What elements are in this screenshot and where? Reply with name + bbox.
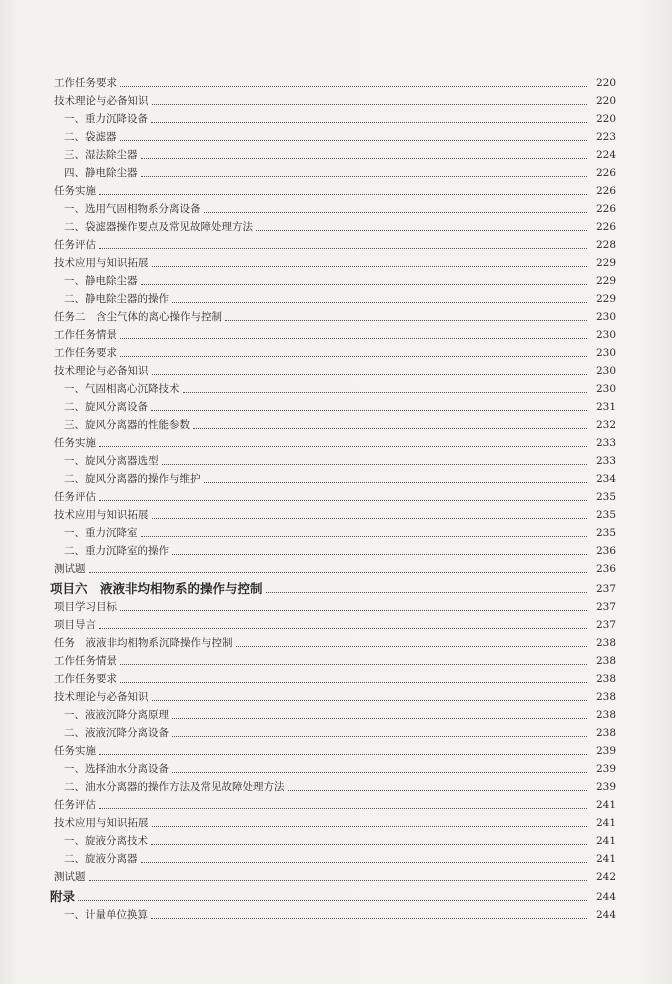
toc-entry-page-number: 230 bbox=[595, 365, 616, 377]
toc-entry-title: 二、袋滤器操作要点及常见故障处理方法 bbox=[64, 221, 253, 233]
dot-leader bbox=[99, 807, 587, 809]
toc-entry-page-number: 239 bbox=[595, 781, 616, 793]
toc-entry-page-number: 242 bbox=[595, 871, 616, 883]
dot-leader bbox=[120, 85, 587, 87]
dot-leader bbox=[152, 265, 588, 267]
dot-leader bbox=[99, 193, 587, 195]
toc-entry-page-number: 224 bbox=[595, 149, 616, 161]
dot-leader bbox=[172, 717, 587, 719]
toc-entry-page-number: 226 bbox=[595, 167, 616, 179]
dot-leader bbox=[99, 627, 587, 629]
toc-entry-page-number: 238 bbox=[595, 637, 616, 649]
dot-leader bbox=[162, 463, 588, 465]
dot-leader bbox=[99, 499, 587, 501]
toc-entry bbox=[50, 468, 616, 486]
toc-entry-title: 一、旋风分离器选型 bbox=[64, 455, 159, 467]
toc-entry bbox=[50, 144, 616, 162]
toc-entry-title: 技术理论与必备知识 bbox=[54, 95, 149, 107]
toc-entry-title: 四、静电除尘器 bbox=[64, 167, 138, 179]
toc-entry-page-number: 238 bbox=[595, 673, 616, 685]
toc-entry-page-number: 238 bbox=[595, 709, 616, 721]
toc-entry-page-number: 244 bbox=[595, 909, 616, 921]
toc-entry-title: 技术应用与知识拓展 bbox=[54, 257, 149, 269]
dot-leader bbox=[120, 663, 587, 665]
toc-entry-title: 工作任务情景 bbox=[54, 655, 117, 667]
toc-entry-page-number: 235 bbox=[595, 491, 616, 503]
toc-entry bbox=[50, 540, 616, 558]
dot-leader bbox=[78, 899, 587, 901]
toc-entry-title: 三、湿法除尘器 bbox=[64, 149, 138, 161]
toc-entry bbox=[50, 360, 616, 378]
toc-entry bbox=[50, 414, 616, 432]
dot-leader bbox=[152, 373, 588, 375]
toc-entry-page-number: 238 bbox=[595, 691, 616, 703]
toc-entry-title: 技术理论与必备知识 bbox=[54, 691, 149, 703]
dot-leader bbox=[99, 445, 587, 447]
toc-entry bbox=[50, 126, 616, 144]
toc-entry-page-number: 241 bbox=[595, 799, 616, 811]
dot-leader bbox=[120, 139, 588, 141]
toc-entry bbox=[50, 904, 616, 922]
toc-entry bbox=[50, 776, 616, 794]
toc-entry bbox=[50, 432, 616, 450]
toc-entry-title: 二、旋风分离器的操作与维护 bbox=[64, 473, 201, 485]
toc-entry-page-number: 226 bbox=[595, 203, 616, 215]
toc-entry bbox=[50, 504, 616, 522]
toc-entry bbox=[50, 162, 616, 180]
toc-entry-title: 一、计量单位换算 bbox=[64, 909, 148, 921]
toc-entry-title: 二、旋风分离设备 bbox=[64, 401, 148, 413]
toc-entry-title: 一、气固相离心沉降技术 bbox=[64, 383, 180, 395]
toc-entry-page-number: 233 bbox=[595, 455, 616, 467]
toc-entry-title: 项目六 液液非均相物系的操作与控制 bbox=[50, 581, 263, 596]
toc-entry-page-number: 235 bbox=[595, 509, 616, 521]
toc-entry-title: 一、液液沉降分离原理 bbox=[64, 709, 169, 721]
toc-entry-page-number: 239 bbox=[595, 745, 616, 757]
toc-entry bbox=[50, 722, 616, 740]
toc-entry bbox=[50, 252, 616, 270]
toc-entry-page-number: 229 bbox=[595, 275, 616, 287]
dot-leader bbox=[172, 735, 587, 737]
toc-entry bbox=[50, 486, 616, 504]
toc-entry bbox=[50, 830, 616, 848]
toc-entry bbox=[50, 740, 616, 758]
toc-entry-title: 一、选择油水分离设备 bbox=[64, 763, 169, 775]
dot-leader bbox=[141, 283, 588, 285]
dot-leader bbox=[172, 301, 587, 303]
toc-entry-title: 任务 液液非均相物系沉降操作与控制 bbox=[54, 637, 233, 649]
dot-leader bbox=[120, 355, 587, 357]
toc-entry bbox=[50, 686, 616, 704]
toc-entry-title: 技术理论与必备知识 bbox=[54, 365, 149, 377]
dot-leader bbox=[151, 843, 587, 845]
toc-entry-page-number: 230 bbox=[595, 383, 616, 395]
dot-leader bbox=[120, 681, 587, 683]
toc-entry-title: 二、静电除尘器的操作 bbox=[64, 293, 169, 305]
toc-entry bbox=[50, 342, 616, 360]
toc-section-heading bbox=[50, 884, 616, 904]
toc-entry-title: 任务评估 bbox=[54, 239, 96, 251]
dot-leader bbox=[152, 825, 588, 827]
toc-entry-title: 任务实施 bbox=[54, 437, 96, 449]
toc-entry-title: 技术应用与知识拓展 bbox=[54, 509, 149, 521]
dot-leader bbox=[120, 609, 587, 611]
dot-leader bbox=[89, 879, 588, 881]
toc-entry-title: 任务评估 bbox=[54, 491, 96, 503]
toc-entry-title: 任务二 含尘气体的离心操作与控制 bbox=[54, 311, 222, 323]
toc-entry-page-number: 220 bbox=[595, 95, 616, 107]
toc-entry-page-number: 237 bbox=[595, 583, 616, 595]
toc-entry-page-number: 236 bbox=[595, 563, 616, 575]
toc-entry-page-number: 220 bbox=[595, 77, 616, 89]
toc-entry-page-number: 239 bbox=[595, 763, 616, 775]
toc-entry bbox=[50, 216, 616, 234]
toc-entry-page-number: 232 bbox=[595, 419, 616, 431]
toc-entry-page-number: 228 bbox=[595, 239, 616, 251]
toc-entry-title: 附录 bbox=[50, 889, 76, 904]
toc-entry-title: 三、旋风分离器的性能参数 bbox=[64, 419, 190, 431]
toc-entry bbox=[50, 198, 616, 216]
toc-entry bbox=[50, 108, 616, 126]
dot-leader bbox=[151, 409, 587, 411]
toc-entry bbox=[50, 270, 616, 288]
toc-section-heading bbox=[50, 576, 616, 596]
toc-entry-title: 任务实施 bbox=[54, 185, 96, 197]
toc-entry-title: 一、重力沉降室 bbox=[64, 527, 138, 539]
toc-entry-page-number: 238 bbox=[595, 655, 616, 667]
dot-leader bbox=[99, 247, 587, 249]
toc-entry-page-number: 237 bbox=[595, 601, 616, 613]
toc-entry-title: 二、袋滤器 bbox=[64, 131, 117, 143]
toc-entry-page-number: 229 bbox=[595, 257, 616, 269]
toc-entry bbox=[50, 72, 616, 90]
toc-entry-title: 工作任务情景 bbox=[54, 329, 117, 341]
dot-leader bbox=[172, 553, 587, 555]
dot-leader bbox=[141, 861, 588, 863]
toc-entry bbox=[50, 90, 616, 108]
toc-entry-page-number: 236 bbox=[595, 545, 616, 557]
toc-entry-page-number: 230 bbox=[595, 329, 616, 341]
toc-entry-page-number: 238 bbox=[595, 727, 616, 739]
dot-leader bbox=[89, 571, 588, 573]
toc-entry bbox=[50, 396, 616, 414]
toc-entry-page-number: 230 bbox=[595, 347, 616, 359]
dot-leader bbox=[152, 699, 588, 701]
toc-entry-page-number: 233 bbox=[595, 437, 616, 449]
toc-entry bbox=[50, 306, 616, 324]
toc-entry-page-number: 226 bbox=[595, 221, 616, 233]
toc-entry-page-number: 231 bbox=[595, 401, 616, 413]
toc-entry-page-number: 241 bbox=[595, 817, 616, 829]
toc-entry bbox=[50, 758, 616, 776]
toc-entry bbox=[50, 794, 616, 812]
dot-leader bbox=[141, 175, 588, 177]
toc-entry-title: 二、重力沉降室的操作 bbox=[64, 545, 169, 557]
toc-entry-title: 项目导言 bbox=[54, 619, 96, 631]
toc-entry bbox=[50, 668, 616, 686]
toc-entry-page-number: 234 bbox=[595, 473, 616, 485]
toc-entry-title: 工作任务要求 bbox=[54, 347, 117, 359]
dot-leader bbox=[204, 211, 588, 213]
toc-entry-page-number: 235 bbox=[595, 527, 616, 539]
dot-leader bbox=[152, 103, 588, 105]
toc-entry-page-number: 244 bbox=[595, 891, 616, 903]
toc-entry bbox=[50, 596, 616, 614]
toc-entry-page-number: 220 bbox=[595, 113, 616, 125]
dot-leader bbox=[225, 319, 587, 321]
toc-entry-title: 测试题 bbox=[54, 563, 86, 575]
toc-entry-title: 任务实施 bbox=[54, 745, 96, 757]
toc-entry bbox=[50, 234, 616, 252]
toc-entry-page-number: 241 bbox=[595, 835, 616, 847]
dot-leader bbox=[256, 229, 587, 231]
toc-entry bbox=[50, 180, 616, 198]
toc-entry-title: 测试题 bbox=[54, 871, 86, 883]
toc-entry-title: 技术应用与知识拓展 bbox=[54, 817, 149, 829]
toc-entry bbox=[50, 558, 616, 576]
dot-leader bbox=[266, 591, 587, 593]
toc-entry-page-number: 237 bbox=[595, 619, 616, 631]
toc-entry bbox=[50, 450, 616, 468]
dot-leader bbox=[120, 337, 587, 339]
toc-entry-page-number: 229 bbox=[595, 293, 616, 305]
toc-entry-title: 二、油水分离器的操作方法及常见故障处理方法 bbox=[64, 781, 285, 793]
dot-leader bbox=[141, 535, 588, 537]
toc-entry-page-number: 226 bbox=[595, 185, 616, 197]
toc-entry bbox=[50, 866, 616, 884]
table-of-contents bbox=[50, 72, 616, 922]
dot-leader bbox=[183, 391, 588, 393]
toc-entry bbox=[50, 812, 616, 830]
toc-entry-title: 工作任务要求 bbox=[54, 77, 117, 89]
toc-entry-title: 二、液液沉降分离设备 bbox=[64, 727, 169, 739]
dot-leader bbox=[152, 517, 588, 519]
toc-entry bbox=[50, 704, 616, 722]
toc-entry-page-number: 241 bbox=[595, 853, 616, 865]
dot-leader bbox=[151, 917, 587, 919]
toc-entry-title: 任务评估 bbox=[54, 799, 96, 811]
toc-entry-title: 一、旋液分离技术 bbox=[64, 835, 148, 847]
dot-leader bbox=[99, 753, 587, 755]
dot-leader bbox=[193, 427, 587, 429]
toc-entry bbox=[50, 614, 616, 632]
toc-entry bbox=[50, 848, 616, 866]
toc-entry-title: 工作任务要求 bbox=[54, 673, 117, 685]
toc-entry-page-number: 230 bbox=[595, 311, 616, 323]
toc-entry bbox=[50, 378, 616, 396]
toc-entry-page-number: 223 bbox=[595, 131, 616, 143]
dot-leader bbox=[141, 157, 588, 159]
toc-entry-title: 二、旋液分离器 bbox=[64, 853, 138, 865]
dot-leader bbox=[172, 771, 587, 773]
toc-entry bbox=[50, 632, 616, 650]
toc-entry bbox=[50, 522, 616, 540]
dot-leader bbox=[204, 481, 588, 483]
dot-leader bbox=[236, 645, 588, 647]
dot-leader bbox=[288, 789, 588, 791]
dot-leader bbox=[151, 121, 587, 123]
toc-entry-title: 项目学习目标 bbox=[54, 601, 117, 613]
toc-entry bbox=[50, 288, 616, 306]
toc-entry-title: 一、静电除尘器 bbox=[64, 275, 138, 287]
toc-entry bbox=[50, 650, 616, 668]
toc-entry-title: 一、重力沉降设备 bbox=[64, 113, 148, 125]
toc-entry bbox=[50, 324, 616, 342]
toc-entry-title: 一、选用气固相物系分离设备 bbox=[64, 203, 201, 215]
